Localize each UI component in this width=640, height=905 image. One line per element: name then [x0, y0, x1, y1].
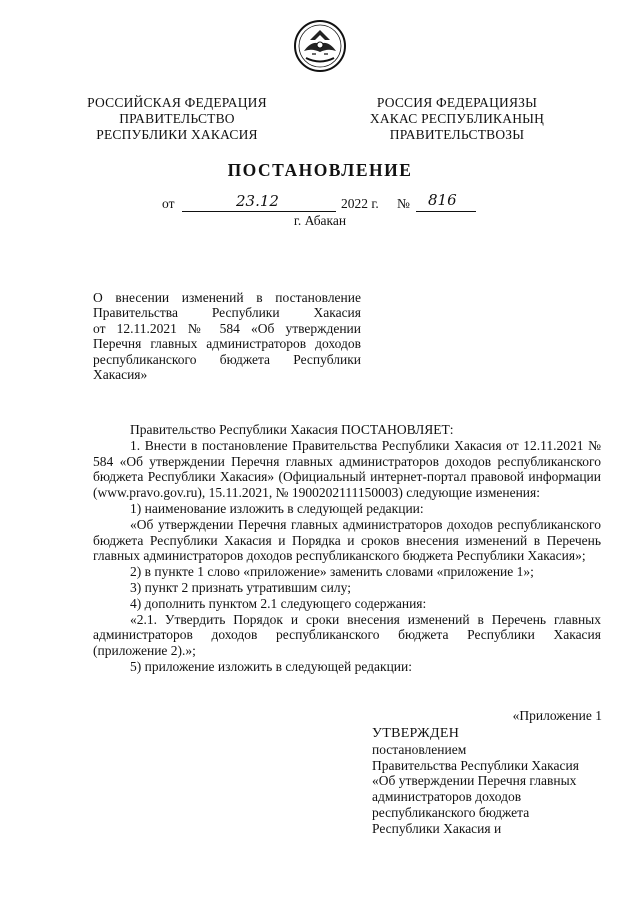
document-body	[93, 422, 601, 675]
approval-line-2: Правительства Республики Хакасия	[372, 757, 579, 773]
subject-line-3: от 12.11.2021 № 584 «Об утверждении	[93, 320, 361, 336]
body-paragraph-new-title: «Об утверждении Перечня главных администраторов доходов республиканского бюджета Республики Хакасия и Порядка и сроков внесения изменений в Перечень главных администраторов доходов республиканского бюджета Республики Хакасия»;	[93, 516, 601, 564]
approval-line-6: Республики Хакасия и	[372, 820, 502, 836]
annex-title: «Приложение 1	[512, 708, 602, 723]
approval-line-4: администраторов доходов	[372, 789, 522, 805]
date-year: 2022 г.	[341, 196, 379, 211]
document-title: ПОСТАНОВЛЕНИЕ	[227, 160, 413, 180]
header-left-line-2: ПРАВИТЕЛЬСТВО	[119, 111, 235, 126]
handwritten-date: 23.12	[236, 192, 279, 210]
subject-line-5: республиканского бюджета Республики	[93, 351, 361, 367]
number-underline	[416, 211, 476, 212]
handwritten-number: 816	[428, 191, 457, 209]
header-right-block	[362, 95, 552, 143]
subject-block	[93, 290, 361, 382]
approval-block	[372, 726, 612, 837]
header-left-block	[82, 95, 272, 143]
body-paragraph-item-3: 3) пункт 2 признать утратившим силу;	[130, 579, 351, 595]
subject-line-4: Перечня главных администраторов доходов	[93, 336, 361, 352]
body-paragraph-item-1: 1) наименование изложить в следующей редакции:	[130, 500, 424, 516]
subject-line-2: Правительства Республики Хакасия	[93, 305, 361, 321]
body-paragraph-1: 1. Внести в постановление Правительства Республики Хакасия от 12.11.2021 № 584 «Об утверждении Перечня главных администраторов доходов республиканского бюджета Республики Хакасия» (Официальный интернет-портал правовой информации (www.pravo.gov.ru), 15.11.2021, № 1900202111150003) следующие изменения:	[93, 437, 601, 501]
header-right-line-2: ХАКАС РЕСПУБЛИКАНЫҢ	[369, 111, 545, 126]
approval-caption: УТВЕРЖДЕН	[372, 726, 460, 741]
body-paragraph-item-5: 5) приложение изложить в следующей редакции:	[130, 658, 413, 674]
approval-line-1: постановлением	[372, 741, 467, 757]
body-paragraph-item-2: 2) в пункте 1 слово «приложение» заменить словами «приложение 1»;	[130, 564, 534, 580]
subject-line-1: О внесении изменений в постановление	[93, 290, 361, 305]
header-right-line-3: ПРАВИТЕЛЬСТВОЗЫ	[389, 127, 525, 142]
date-underline	[182, 211, 336, 212]
approval-line-3: «Об утверждении Перечня главных	[372, 773, 577, 789]
header-left-line-1: РОССИЙСКАЯ ФЕДЕРАЦИЯ	[87, 95, 267, 110]
coat-of-arms-emblem	[292, 18, 348, 74]
approval-line-5: республиканского бюджета	[372, 804, 530, 820]
city-line: г. Абакан	[293, 213, 347, 228]
header-left-line-3: РЕСПУБЛИКИ ХАКАСИЯ	[96, 127, 258, 142]
number-sign: №	[397, 196, 410, 211]
body-paragraph-preamble: Правительство Республики Хакасия ПОСТАНОВЛЯЕТ:	[130, 422, 454, 437]
date-prefix: от	[162, 196, 175, 211]
body-paragraph-2-1: «2.1. Утвердить Порядок и сроки внесения изменений в Перечень главных администраторов доходов республиканского бюджета Республики Хакасия (приложение 2).»;	[93, 611, 601, 659]
body-paragraph-item-4: 4) дополнить пунктом 2.1 следующего содержания:	[130, 595, 427, 611]
header-right-line-1: РОССИЯ ФЕДЕРАЦИЯЗЫ	[376, 95, 538, 110]
subject-line-6: Хакасия»	[93, 367, 148, 383]
